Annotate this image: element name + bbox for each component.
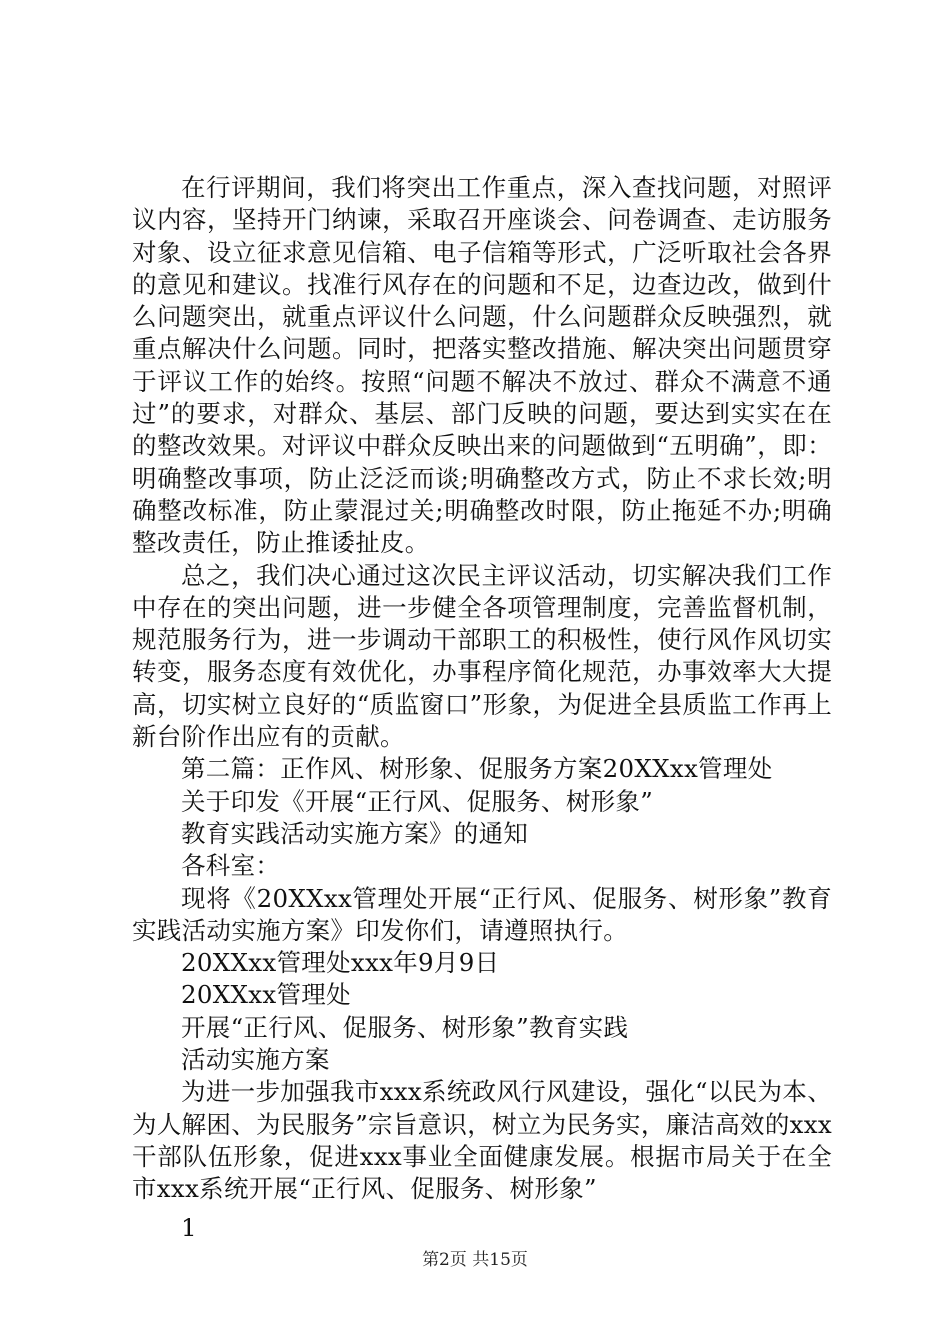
notice-signature-date: 20XXxx管理处xxx年9月9日 (181, 948, 500, 978)
section-heading: 第二篇：正作风、树形象、促服务方案20XXxx管理处 (181, 754, 773, 784)
notice-title-line-1: 关于印发《开展“正行风、促服务、树形象” (181, 786, 654, 816)
notice-addressee: 各科室： (181, 851, 281, 881)
paragraph-conclusion: 总之，我们决心通过这次民主评议活动，切实解决我们工作中存在的突出问题，进一步健全各项管理制度，完善监督机制，规范服务行为，进一步调动干部职工的积极性，使行风作风切实转变，服务态度有效优化，办事程序简化规范，办事效率大大提高，切实树立良好的“质监窗口”形象，为促进全县质监工作再上新台阶作出应有的贡献。 (132, 560, 832, 752)
paragraph-review-period: 在行评期间，我们将突出工作重点，深入查找问题，对照评议内容，坚持开门纳谏，采取召开座谈会、问卷调查、走访服务对象、设立征求意见信箱、电子信箱等形式，广泛听取社会各界的意见和建议。找准行风存在的问题和不足，边查边改，做到什么问题突出，就重点评议什么问题，什么问题群众反映强烈，就重点解决什么问题。同时，把落实整改措施、解决突出问题贯穿于评议工作的始终。按照“问题不解决不放过、群众不满意不通过”的要求，对群众、基层、部门反映的问题，要达到实实在在的整改效果。对评议中群众反映出来的问题做到“五明确”，即：明确整改事项，防止泛泛而谈;明确整改方式，防止不求长效;明确整改标准，防止蒙混过关;明确整改时限，防止拖延不办;明确整改责任，防止推诿扯皮。 (132, 173, 833, 558)
document-body (132, 172, 832, 1244)
plan-issuer: 20XXxx管理处 (181, 980, 351, 1010)
page-footer: 第2页 共15页 (422, 1250, 528, 1270)
notice-title-line-2: 教育实践活动实施方案》的通知 (181, 818, 529, 848)
plan-intro-paragraph: 为进一步加强我市xxx系统政风行风建设，强化“以民为本、为人解困、为民服务”宗旨意识，树立为民务实，廉洁高效的xxx干部队伍形象，促进xxx事业全面健康发展。根据市局关于在全市xxx系统开展“正行风、促服务、树形象” (132, 1077, 832, 1204)
plan-title-line-1: 开展“正行风、促服务、树形象”教育实践 (181, 1012, 629, 1042)
plan-title-line-2: 活动实施方案 (181, 1045, 330, 1075)
notice-body: 现将《20XXxx管理处开展“正行风、促服务、树形象”教育实践活动实施方案》印发你们，请遵照执行。 (132, 883, 832, 945)
inline-page-number: 1 (181, 1212, 197, 1242)
